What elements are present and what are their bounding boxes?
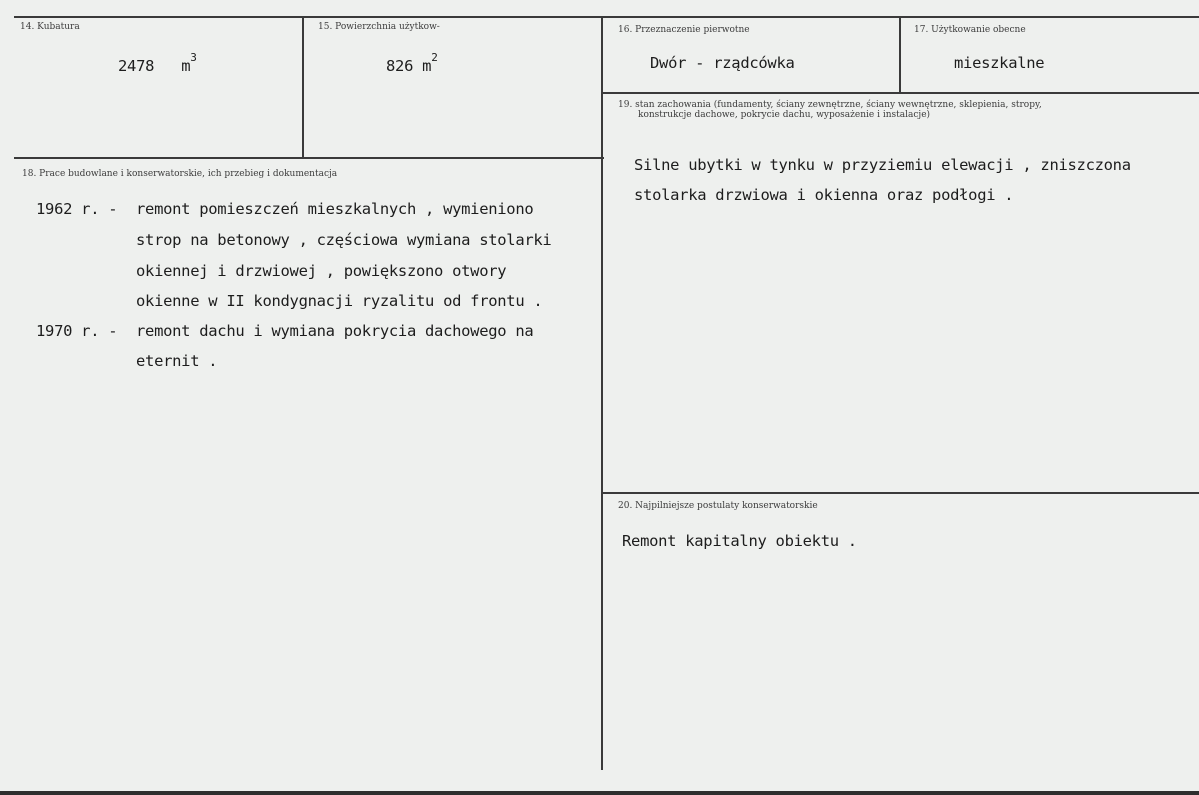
field-15-value — [386, 51, 438, 76]
field-19-label — [618, 100, 1042, 120]
field-16-value: Dwór - rządcówka — [650, 54, 795, 72]
works-entry-line: okienne w II kondygnacji ryzalitu od frontu . — [136, 292, 543, 310]
entry-dash: - — [108, 200, 118, 218]
divider-16-19 — [603, 92, 1199, 94]
condition-line: stolarka drzwiowa i okienna oraz podłogi . — [634, 186, 1014, 204]
divider-center-column — [601, 16, 603, 770]
area-number: 826 — [386, 57, 414, 76]
field-14-value — [118, 51, 197, 76]
divider-14-15 — [302, 16, 304, 158]
works-entry-line: strop na betonowy , częściowa wymiana stolarki — [136, 231, 552, 249]
field-15-label: 15. Powierzchnia użytkow- — [318, 22, 440, 32]
volume-number: 2478 — [118, 57, 155, 76]
works-entry-1962-year — [36, 200, 117, 218]
field-19-label-line-2: konstrukcje dachowe, pokrycie dachu, wyposażenie i instalacje) — [638, 110, 931, 120]
field-19-label-line-1: 19. stan zachowania (fundamenty, ściany zewnętrzne, ściany wewnętrzne, sklepienia, stropy, — [618, 100, 1042, 110]
field-17-value: mieszkalne — [954, 54, 1045, 72]
field-17-label: 17. Użytkowanie obecne — [914, 25, 1026, 35]
field-20-label: 20. Najpilniejsze postulaty konserwatorskie — [618, 501, 818, 511]
area-unit: m — [422, 57, 432, 76]
area-unit-exponent: 2 — [431, 51, 438, 64]
divider-top-row-left — [14, 157, 604, 159]
field-18-label: 18. Prace budowlane i konserwatorskie, ich przebieg i dokumentacja — [22, 169, 338, 179]
field-20-value: Remont kapitalny obiektu . — [622, 532, 857, 550]
works-entry-1970-year — [36, 322, 117, 340]
field-16-label: 16. Przeznaczenie pierwotne — [618, 25, 750, 35]
works-entry-line: remont pomieszczeń mieszkalnych , wymieniono — [136, 200, 534, 218]
works-entry-line: remont dachu i wymiana pokrycia dachowego na — [136, 322, 534, 340]
divider-16-17 — [899, 16, 901, 94]
divider-19-20 — [603, 492, 1199, 494]
works-entry-line: okiennej i drzwiowej , powiększono otwory — [136, 262, 507, 280]
volume-unit: m — [181, 57, 191, 76]
volume-unit-exponent: 3 — [190, 51, 197, 64]
entry-year: 1962 r. — [36, 200, 100, 218]
top-border-line — [14, 16, 1199, 18]
works-entry-line: eternit . — [136, 352, 218, 370]
condition-line: Silne ubytki w tynku w przyziemiu elewacji , zniszczona — [634, 156, 1131, 174]
field-14-label: 14. Kubatura — [20, 22, 80, 32]
entry-dash: - — [108, 322, 118, 340]
entry-year: 1970 r. — [36, 322, 100, 340]
